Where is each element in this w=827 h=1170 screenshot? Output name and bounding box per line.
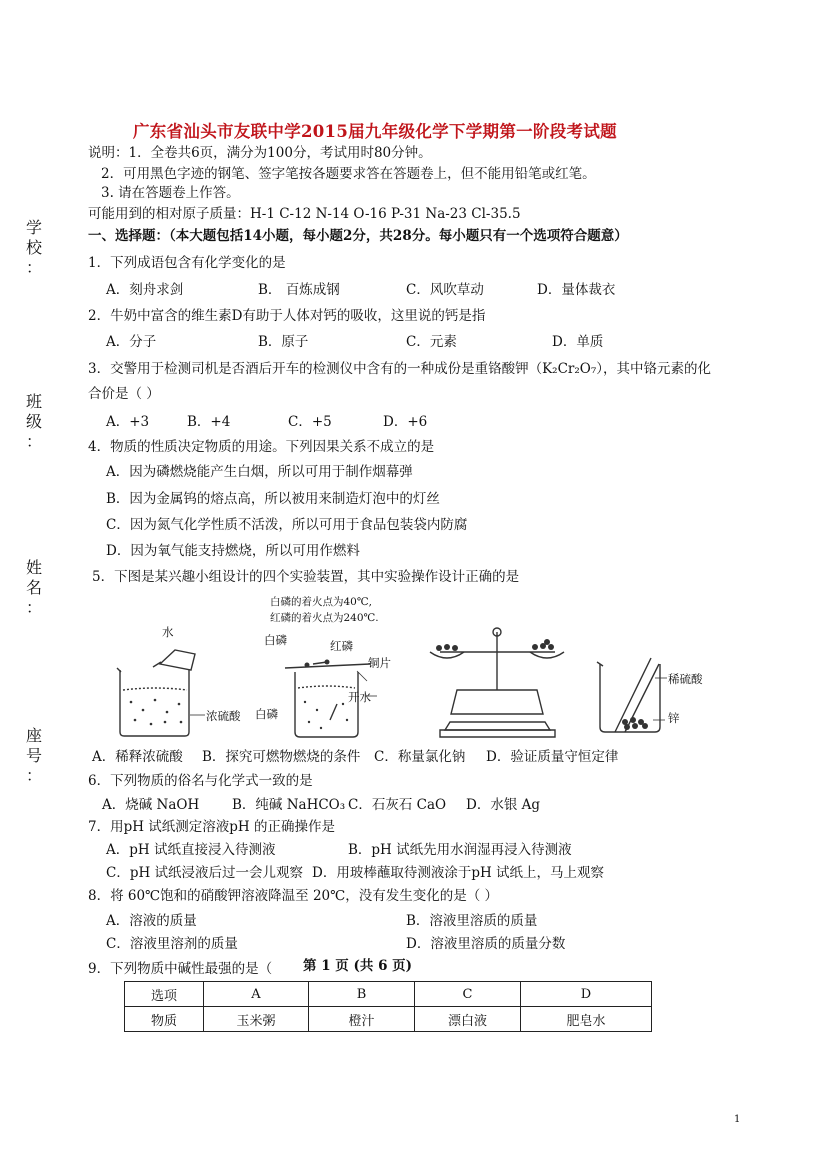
beaker-reaction-icon (597, 658, 660, 732)
label-red-phosphorus: 红磷 (330, 639, 353, 653)
side-label-school: 学 校 ： (25, 218, 42, 277)
table-cell: C (415, 982, 521, 1007)
question-9-table (124, 981, 652, 1032)
question-3-option-d: D．+6 (383, 414, 428, 430)
instruction-1: 说明：1．全卷共6页，满分为100分，考试用时80分钟。 (88, 145, 432, 161)
question-2-option-a: A．分子 (106, 334, 157, 350)
question-2-option-c: C．元素 (406, 334, 457, 350)
question-3-option-c: C．+5 (288, 414, 332, 430)
table-row (125, 1007, 652, 1032)
question-3-stem-line2: 合价是（ ） (88, 386, 160, 402)
question-3-stem-line1: 3．交警用于检测司机是否酒后开车的检测仪中含有的一种成份是重铬酸钾（K₂Cr₂O₇），其中铬元素的化 (88, 361, 712, 377)
question-6-option-c: C．石灰石 CaO (348, 797, 447, 813)
question-4-option-d: D．因为氧气能支持燃烧，所以可用作燃料 (106, 543, 360, 559)
table-cell: 物质 (125, 1007, 204, 1032)
instruction-2: 2．可用黑色字迹的钢笔、签字笔按各题要求答在答题卷上，但不能用铅笔或红笔。 (101, 166, 596, 182)
label-ignition-1: 白磷的着火点为40℃, (270, 596, 372, 608)
question-5-option-d: D．验证质量守恒定律 (486, 749, 619, 765)
label-hot-water: 开水 (348, 690, 371, 704)
question-4-option-b: B．因为金属钨的熔点高，所以被用来制造灯泡中的灯丝 (106, 491, 440, 507)
question-7-option-d: D．用玻棒蘸取待测液涂于pH 试纸上，马上观察 (312, 865, 605, 881)
label-conc-acid: 浓硫酸 (206, 709, 241, 723)
question-7-option-a: A．pH 试纸直接浸入待测液 (106, 842, 276, 858)
question-7-option-b: B．pH 试纸先用水润湿再浸入待测液 (348, 842, 572, 858)
table-row (125, 982, 652, 1007)
question-5-option-b: B．探究可燃物燃烧的条件 (202, 749, 361, 765)
question-8-option-a: A．溶液的质量 (106, 913, 197, 929)
label-white-phosphorus-2: 白磷 (255, 707, 278, 721)
question-1-option-b: B． 百炼成钢 (258, 282, 340, 298)
table-cell: 肥皂水 (521, 1007, 652, 1032)
table-cell: B (309, 982, 415, 1007)
question-6-stem: 6．下列物质的俗名与化学式一致的是 (88, 773, 313, 789)
question-5-option-c: C．称量氯化钠 (374, 749, 466, 765)
question-5-stem: 5．下图是某兴趣小组设计的四个实验装置，其中实验操作设计正确的是 (92, 569, 520, 585)
question-5-figure (95, 592, 735, 742)
label-copper-sheet: 铜片 (368, 656, 391, 670)
label-white-phosphorus-1: 白磷 (264, 633, 287, 647)
question-3-option-b: B．+4 (187, 414, 231, 430)
question-1-option-d: D．量体裁衣 (537, 282, 616, 298)
question-4-option-c: C．因为氮气化学性质不活泼，所以可用于食品包装袋内防腐 (106, 517, 468, 533)
label-dilute-acid: 稀硫酸 (668, 672, 703, 686)
table-cell: 橙汁 (309, 1007, 415, 1032)
table-cell: 选项 (125, 982, 204, 1007)
question-9-stem: 9．下列物质中碱性最强的是（ (88, 961, 273, 977)
section-heading: 一、选择题：（本大题包括14小题，每小题2分，共28分。每小题只有一个选项符合题意） (88, 228, 628, 244)
label-zinc: 锌 (668, 711, 680, 725)
question-1-stem: 1．下列成语包含有化学变化的是 (88, 255, 286, 271)
page-number: 1 (734, 1114, 741, 1125)
side-label-class: 班 级 ： (25, 392, 42, 451)
question-8-stem: 8．将 60℃饱和的硝酸钾溶液降温至 20℃，没有发生变化的是（ ） (88, 888, 499, 904)
question-3-option-a: A．+3 (106, 414, 150, 430)
question-6-option-b: B．纯碱 NaHCO₃ (232, 797, 346, 813)
question-7-stem: 7．用pH 试纸测定溶液pH 的正确操作是 (88, 819, 336, 835)
table-cell: 漂白液 (415, 1007, 521, 1032)
question-2-stem: 2．牛奶中富含的维生素D有助于人体对钙的吸收，这里说的钙是指 (88, 308, 486, 324)
question-1-option-c: C．风吹草动 (406, 282, 484, 298)
question-2-option-b: B．原子 (258, 334, 309, 350)
page-title: 广东省汕头市友联中学2015届九年级化学下学期第一阶段考试题 (133, 122, 617, 141)
question-6-option-a: A．烧碱 NaOH (102, 797, 200, 813)
table-cell: A (204, 982, 309, 1007)
label-water: 水 (162, 625, 174, 639)
question-6-option-d: D．水银 Ag (466, 797, 541, 813)
atomic-masses: 可能用到的相对原子质量：H-1 C-12 N-14 O-16 P-31 Na-23 Cl-35.5 (88, 206, 521, 222)
question-8-option-d: D．溶液里溶质的质量分数 (406, 936, 566, 952)
table-cell: 玉米粥 (204, 1007, 309, 1032)
instruction-3: 3. 请在答题卷上作答。 (101, 185, 240, 201)
question-2-option-d: D．单质 (552, 334, 604, 350)
side-label-name: 姓 名 ： (25, 558, 42, 617)
side-label-seat: 座 号 ： (25, 726, 42, 785)
question-7-option-c: C．pH 试纸浸液后过一会儿观察 (106, 865, 304, 881)
question-1-option-a: A．刻舟求剑 (106, 282, 184, 298)
page-info: 第 1 页 (共 6 页) (303, 958, 413, 974)
question-4-stem: 4．物质的性质决定物质的用途。下列因果关系不成立的是 (88, 439, 435, 455)
table-cell: D (521, 982, 652, 1007)
question-4-option-a: A．因为磷燃烧能产生白烟，所以可用于制作烟幕弹 (106, 464, 413, 480)
beaker-dilution-icon (117, 650, 195, 736)
question-5-option-a: A．稀释浓硫酸 (92, 749, 183, 765)
label-ignition-2: 红磷的着火点为240℃. (270, 612, 379, 624)
question-8-option-c: C．溶液里溶剂的质量 (106, 936, 238, 952)
question-8-option-b: B．溶液里溶质的质量 (406, 913, 538, 929)
